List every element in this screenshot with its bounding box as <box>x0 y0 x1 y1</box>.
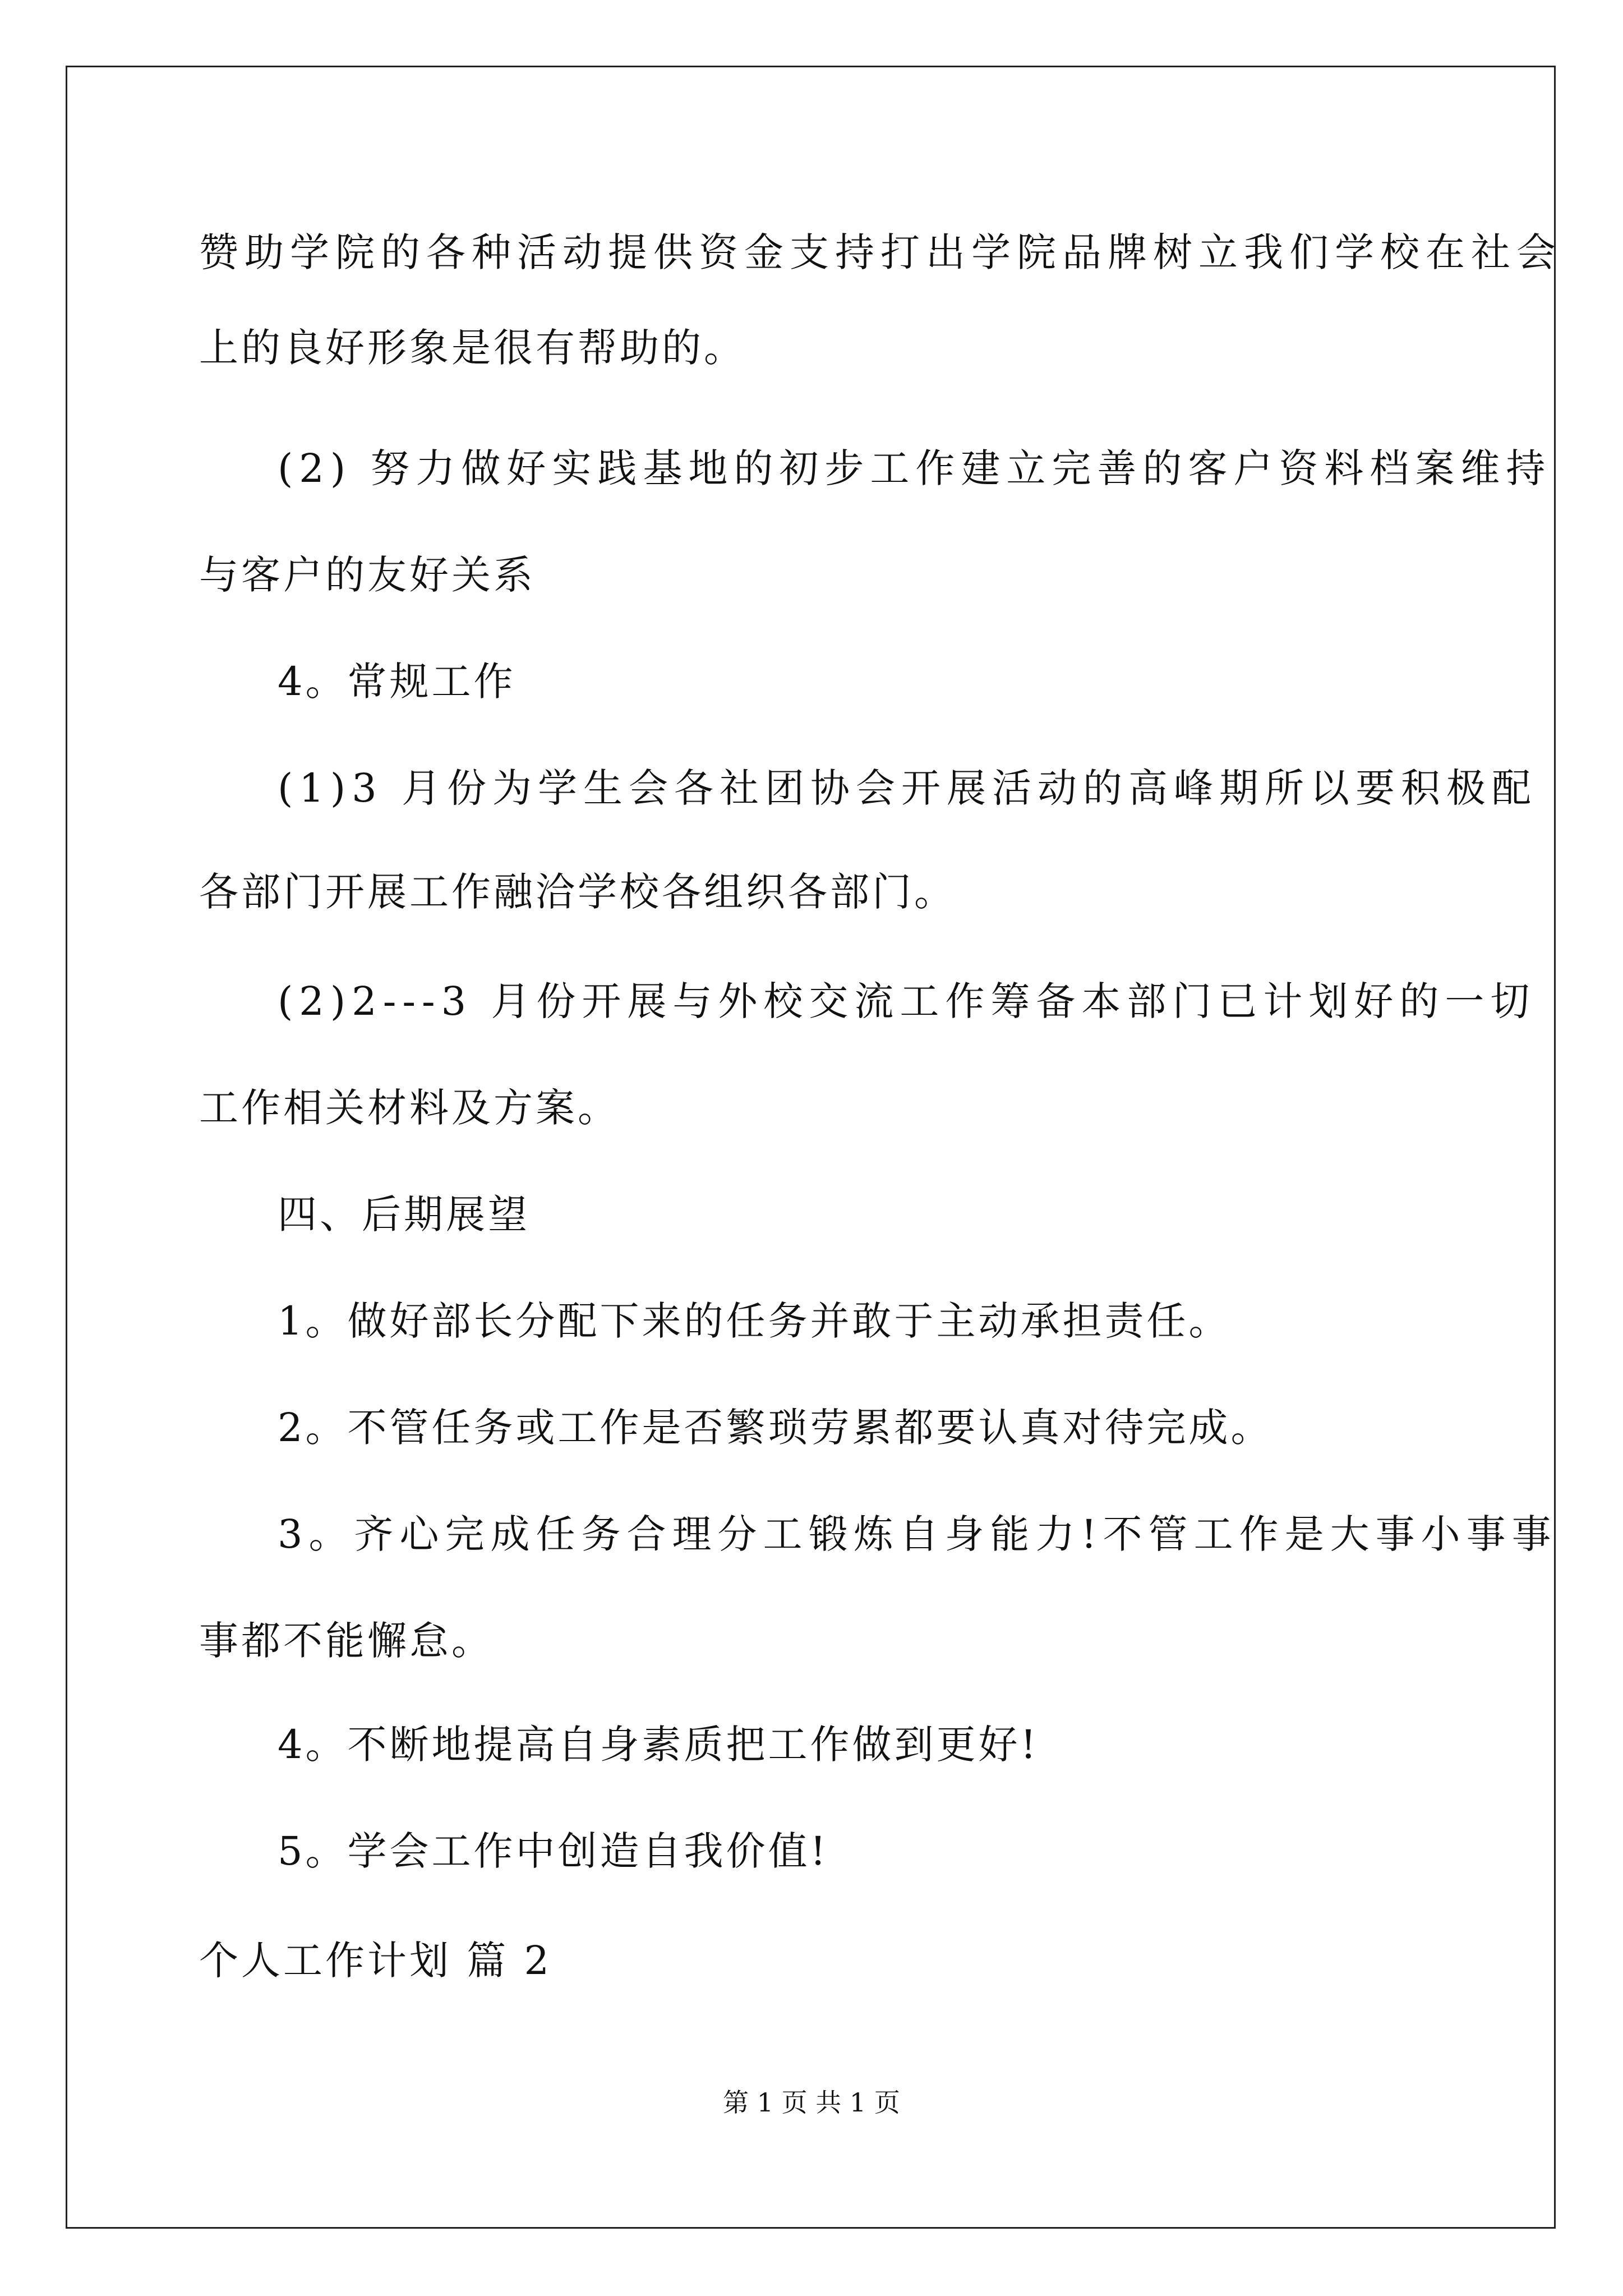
list-item: 1。做好部长分配下来的任务并敢于主动承担责任。 <box>278 1298 1231 1344</box>
list-item: 5。学会工作中创造自我价值! <box>278 1828 829 1874</box>
paragraph-line: 赞助学院的各种活动提供资金支持打出学院品牌树立我们学校在社会 <box>199 229 1562 275</box>
paragraph-line: 各部门开展工作融洽学校各组织各部门。 <box>199 869 956 915</box>
paragraph-line: 与客户的友好关系 <box>199 552 536 598</box>
paragraph-line: 事都不能懈怠。 <box>199 1618 494 1664</box>
section-heading: 四、后期展望 <box>278 1191 530 1237</box>
paragraph-line: (2) 努力做好实践基地的初步工作建立完善的客户资料档案维持 <box>278 445 1552 491</box>
section-heading: 4。常规工作 <box>278 659 516 705</box>
paragraph-line: 上的良好形象是很有帮助的。 <box>199 325 746 371</box>
list-item: 3。齐心完成任务合理分工锻炼自身能力!不管工作是大事小事事 <box>278 1511 1557 1557</box>
document-subtitle: 个人工作计划 篇 2 <box>199 1938 552 1984</box>
paragraph-line: (2)2---3 月份开展与外校交流工作筹备本部门已计划好的一切 <box>278 978 1536 1024</box>
page-footer: 第 1 页 共 1 页 <box>723 2087 900 2118</box>
list-item: 2。不管任务或工作是否繁琐劳累都要认真对待完成。 <box>278 1405 1273 1451</box>
page-border <box>66 66 1556 2229</box>
list-item: 4。不断地提高自身素质把工作做到更好! <box>278 1722 1039 1768</box>
paragraph-line: (1)3 月份为学生会各社团协会开展活动的高峰期所以要积极配 <box>278 765 1537 811</box>
paragraph-line: 工作相关材料及方案。 <box>199 1085 620 1131</box>
